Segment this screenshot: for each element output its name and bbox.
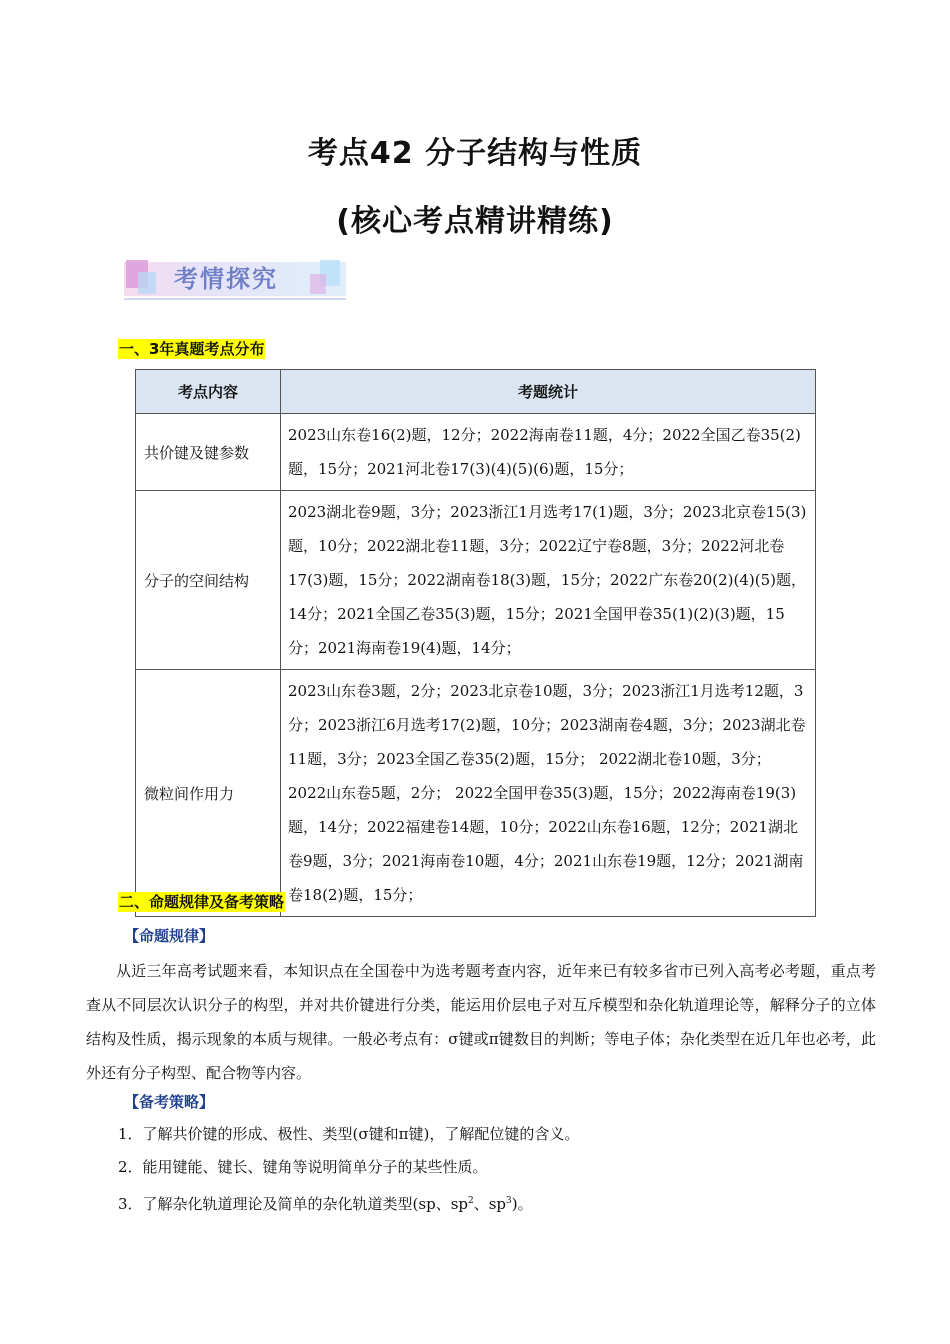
banner-decor-square — [138, 272, 156, 294]
rule-paragraph: 从近三年高考试题来看，本知识点在全国卷中为选考题考查内容，近年来已有较多省市已列入高考必考题，重点考查从不同层次认识分子的构型，并对共价键进行分类，能运用价层电子对互斥模型和杂化轨道理论等，解释分子的立体结构及性质，揭示现象的本质与规律。一般必考点有：σ键或π键数目的判断；等电子体；杂化类型在近几年也必考，此外还有分子构型、配合物等内容。 — [86, 962, 876, 1082]
row-topic: 分子的空间结构 — [136, 491, 281, 670]
banner-label: 考情探究 — [174, 265, 278, 293]
row-detail: 2023山东卷16(2)题，12分；2022海南卷11题，4分；2022全国乙卷35(2)题，15分；2021河北卷17(3)(4)(5)(6)题，15分； — [281, 414, 816, 491]
exam-stats-table — [135, 369, 816, 917]
banner-underline — [124, 298, 346, 300]
page-subtitle: (核心考点精讲精练) — [336, 204, 614, 239]
table-header-row — [136, 370, 816, 414]
strategy-heading: 【备考策略】 — [124, 1093, 215, 1111]
strategy-item3-mid: 、sp — [473, 1195, 507, 1213]
strategy-item: 1．了解共价键的形成、极性、类型(σ键和π键)，了解配位键的含义。 — [118, 1125, 580, 1143]
section1-heading: 一、3年真题考点分布 — [119, 340, 265, 358]
table-row — [136, 491, 816, 670]
section-banner — [124, 256, 346, 302]
superscript-3: 3 — [506, 1196, 512, 1206]
row-detail: 2023湖北卷9题，3分；2023浙江1月选考17(1)题，3分；2023北京卷15(3)题，10分；2022湖北卷11题，3分；2022辽宁卷8题，3分；2022河北卷17(3)题，15分；2022湖南卷18(3)题，15分；2022广东卷20(2)(4)(5)题，14分；2021全国乙卷35(3)题，15分；2021全国甲卷35(1)(2)(3)题，15分；2021海南卷19(4)题，14分； — [281, 491, 816, 670]
table-row — [136, 670, 816, 917]
page-title: 考点42 分子结构与性质 — [307, 136, 643, 171]
strategy-item: 2．能用键能、键长、键角等说明简单分子的某些性质。 — [118, 1158, 488, 1176]
table-row — [136, 414, 816, 491]
strategy-item3-suffix: )。 — [511, 1195, 533, 1213]
strategy-item3-prefix: 3．了解杂化轨道理论及简单的杂化轨道类型(sp、sp — [118, 1195, 468, 1213]
banner-decor-square — [310, 274, 326, 294]
column-header-stats: 考题统计 — [281, 370, 816, 414]
row-detail: 2023山东卷3题，2分；2023北京卷10题，3分；2023浙江1月选考12题，3分；2023浙江6月选考17(2)题，10分；2023湖南卷4题，3分；2023湖北卷11题，3分；2023全国乙卷35(2)题，15分； 2022湖北卷10题，3分；2022山东卷5题，2分； 2022全国甲卷35(3)题，15分；2022海南卷19(3)题，14分；2022福建卷14题，10分；2022山东卷16题，12分；2021湖北卷9题，3分；2021海南卷10题，4分；2021山东卷19题，12分；2021湖南卷18(2)题，15分； — [281, 670, 816, 917]
section2-heading: 二、命题规律及备考策略 — [119, 893, 285, 911]
strategy-item — [118, 1189, 533, 1216]
column-header-topic: 考点内容 — [136, 370, 281, 414]
row-topic: 微粒间作用力 — [136, 670, 281, 917]
rule-heading: 【命题规律】 — [124, 927, 215, 945]
superscript-2: 2 — [468, 1196, 474, 1206]
row-topic: 共价键及键参数 — [136, 414, 281, 491]
